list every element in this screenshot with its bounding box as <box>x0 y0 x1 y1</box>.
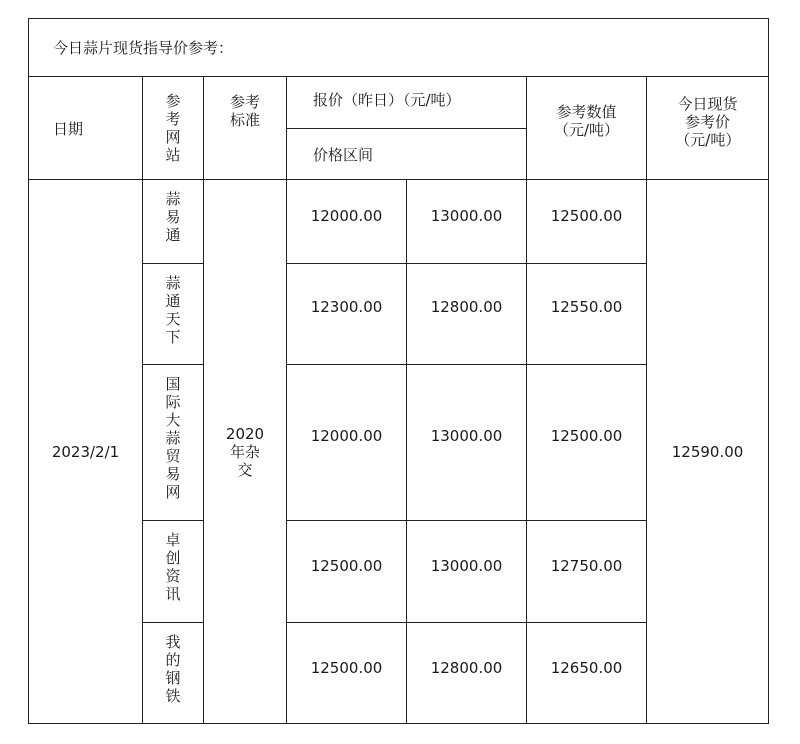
header-today-price-label: 今日现货参考价（元/吨） <box>675 95 741 149</box>
site-cell <box>143 264 204 365</box>
site-cell <box>143 521 204 623</box>
header-site <box>143 77 204 180</box>
today-price-cell: 12590.00 <box>647 180 769 724</box>
price-high: 13000.00 <box>407 180 527 264</box>
site-cell <box>143 365 204 521</box>
header-standard <box>204 77 287 180</box>
price-low: 12500.00 <box>287 521 407 623</box>
price-low: 12000.00 <box>287 365 407 521</box>
price-table <box>28 18 769 724</box>
price-high: 13000.00 <box>407 365 527 521</box>
site-label: 卓创资讯 <box>165 531 181 603</box>
price-low: 12000.00 <box>287 180 407 264</box>
price-high: 12800.00 <box>407 623 527 724</box>
table-row <box>29 180 769 264</box>
header-range: 价格区间 <box>287 129 527 180</box>
site-label: 蒜易通 <box>165 190 181 244</box>
ref-value: 12650.00 <box>527 623 647 724</box>
standard-cell <box>204 180 287 724</box>
site-cell <box>143 623 204 724</box>
ref-value: 12500.00 <box>527 365 647 521</box>
price-reference-document <box>28 18 768 724</box>
ref-value: 12500.00 <box>527 180 647 264</box>
price-low: 12300.00 <box>287 264 407 365</box>
header-quote: 报价（昨日）（元/吨） <box>287 77 527 129</box>
header-today-price <box>647 77 769 180</box>
header-site-label: 参考网站 <box>165 92 181 164</box>
site-label: 国际大蒜贸易网 <box>165 375 181 501</box>
date-cell: 2023/2/1 <box>29 180 143 724</box>
price-high: 12800.00 <box>407 264 527 365</box>
site-cell <box>143 180 204 264</box>
site-label: 蒜通天下 <box>165 274 181 346</box>
header-date: 日期 <box>29 77 143 180</box>
ref-value: 12750.00 <box>527 521 647 623</box>
price-low: 12500.00 <box>287 623 407 724</box>
price-high: 13000.00 <box>407 521 527 623</box>
site-label: 我的钢铁 <box>165 633 181 705</box>
header-row-1 <box>29 77 769 129</box>
header-ref-value <box>527 77 647 180</box>
header-ref-value-label: 参考数值（元/吨） <box>553 103 620 139</box>
table-title: 今日蒜片现货指导价参考： <box>29 19 769 77</box>
header-standard-label: 参考标准 <box>229 93 260 129</box>
ref-value: 12550.00 <box>527 264 647 365</box>
standard-label: 2020年杂交 <box>225 424 265 479</box>
title-row <box>29 19 769 77</box>
